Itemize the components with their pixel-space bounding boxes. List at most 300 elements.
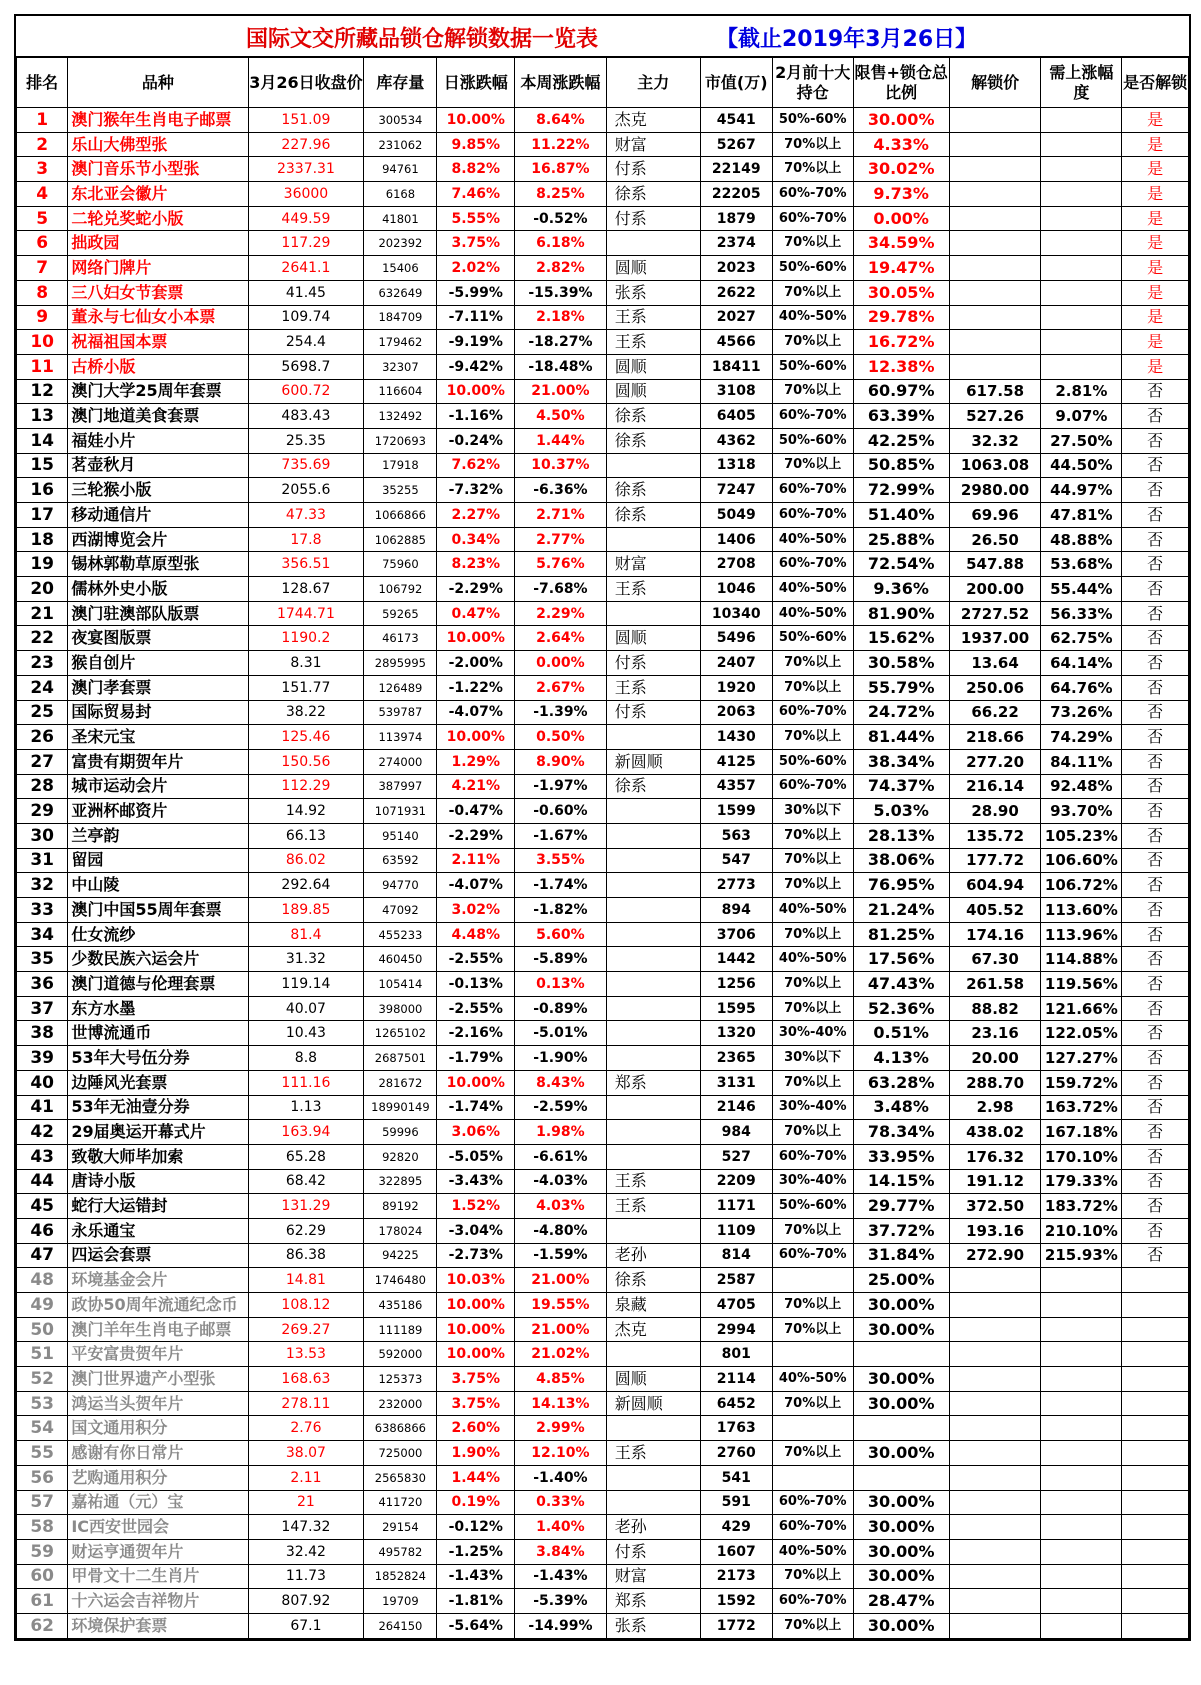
cell-top10-holding: 40%-50% bbox=[772, 305, 853, 330]
cell-needed-rise bbox=[1041, 354, 1122, 379]
cell-top10-holding: 40%-50% bbox=[772, 577, 853, 602]
cell-stock: 495782 bbox=[364, 1539, 437, 1564]
cell-market-value: 4566 bbox=[700, 330, 772, 355]
cell-unlocked: 是 bbox=[1122, 280, 1189, 305]
cell-week-change: -2.59% bbox=[515, 1095, 607, 1120]
cell-variety: 政协50周年流通纪念币 bbox=[68, 1293, 248, 1318]
cell-week-change: -1.43% bbox=[515, 1564, 607, 1589]
cell-unlock-price bbox=[949, 354, 1041, 379]
cell-needed-rise bbox=[1041, 108, 1122, 133]
cell-day-change: -0.47% bbox=[437, 799, 515, 824]
cell-lock-ratio: 47.43% bbox=[853, 972, 949, 997]
cell-major: 王系 bbox=[606, 1194, 700, 1219]
cell-market-value: 541 bbox=[700, 1465, 772, 1490]
cell-stock: 113974 bbox=[364, 725, 437, 750]
cell-needed-rise: 122.05% bbox=[1041, 1021, 1122, 1046]
cell-needed-rise bbox=[1041, 1293, 1122, 1318]
cell-unlock-price: 66.22 bbox=[949, 700, 1041, 725]
cell-week-change: -4.03% bbox=[515, 1169, 607, 1194]
cell-needed-rise: 119.56% bbox=[1041, 972, 1122, 997]
cell-top10-holding: 70%以上 bbox=[772, 972, 853, 997]
table-row bbox=[17, 1342, 1189, 1367]
cell-needed-rise bbox=[1041, 1465, 1122, 1490]
cell-top10-holding: 50%-60% bbox=[772, 354, 853, 379]
cell-close-price: 8.8 bbox=[248, 1046, 364, 1071]
cell-day-change: 1.90% bbox=[437, 1441, 515, 1466]
cell-top10-holding: 40%-50% bbox=[772, 898, 853, 923]
cell-week-change: 2.67% bbox=[515, 675, 607, 700]
cell-stock: 398000 bbox=[364, 996, 437, 1021]
cell-top10-holding: 70%以上 bbox=[772, 132, 853, 157]
cell-unlock-price: 2980.00 bbox=[949, 478, 1041, 503]
cell-needed-rise bbox=[1041, 1515, 1122, 1540]
cell-market-value: 563 bbox=[700, 823, 772, 848]
table-row bbox=[17, 1441, 1189, 1466]
cell-week-change: -7.68% bbox=[515, 577, 607, 602]
cell-unlock-price bbox=[949, 1564, 1041, 1589]
cell-market-value: 1599 bbox=[700, 799, 772, 824]
table-row bbox=[17, 577, 1189, 602]
cell-major bbox=[606, 725, 700, 750]
cell-rank: 35 bbox=[17, 947, 68, 972]
cell-lock-ratio: 30.00% bbox=[853, 1515, 949, 1540]
cell-unlocked: 否 bbox=[1122, 626, 1189, 651]
cell-lock-ratio: 38.34% bbox=[853, 749, 949, 774]
cell-top10-holding: 40%-50% bbox=[772, 601, 853, 626]
cell-rank: 59 bbox=[17, 1539, 68, 1564]
table-row bbox=[17, 972, 1189, 997]
cell-close-price: 2055.6 bbox=[248, 478, 364, 503]
cell-variety: 移动通信片 bbox=[68, 503, 248, 528]
cell-variety: 财运亨通贺年片 bbox=[68, 1539, 248, 1564]
table-body bbox=[17, 108, 1189, 1639]
cell-variety: 亚洲杯邮资片 bbox=[68, 799, 248, 824]
cell-top10-holding: 50%-60% bbox=[772, 749, 853, 774]
cell-unlock-price: 277.20 bbox=[949, 749, 1041, 774]
cell-day-change: -4.07% bbox=[437, 700, 515, 725]
cell-stock: 178024 bbox=[364, 1218, 437, 1243]
cell-needed-rise bbox=[1041, 280, 1122, 305]
cell-unlocked: 否 bbox=[1122, 404, 1189, 429]
header-day-change: 日涨跌幅 bbox=[437, 58, 515, 108]
cell-needed-rise bbox=[1041, 256, 1122, 281]
cell-needed-rise bbox=[1041, 1391, 1122, 1416]
cell-close-price: 81.4 bbox=[248, 922, 364, 947]
cell-week-change: -14.99% bbox=[515, 1613, 607, 1638]
cell-major: 王系 bbox=[606, 675, 700, 700]
cell-stock: 2565830 bbox=[364, 1465, 437, 1490]
cell-unlock-price: 547.88 bbox=[949, 552, 1041, 577]
cell-unlocked: 否 bbox=[1122, 527, 1189, 552]
cell-market-value: 1109 bbox=[700, 1218, 772, 1243]
cell-day-change: 4.21% bbox=[437, 774, 515, 799]
cell-market-value: 2063 bbox=[700, 700, 772, 725]
cell-stock: 264150 bbox=[364, 1613, 437, 1638]
cell-lock-ratio: 29.77% bbox=[853, 1194, 949, 1219]
cell-rank: 23 bbox=[17, 651, 68, 676]
cell-close-price: 151.77 bbox=[248, 675, 364, 700]
cell-lock-ratio: 5.03% bbox=[853, 799, 949, 824]
cell-needed-rise: 93.70% bbox=[1041, 799, 1122, 824]
cell-top10-holding bbox=[772, 1342, 853, 1367]
cell-close-price: 21 bbox=[248, 1490, 364, 1515]
cell-lock-ratio: 30.05% bbox=[853, 280, 949, 305]
cell-stock: 132492 bbox=[364, 404, 437, 429]
cell-unlocked bbox=[1122, 1391, 1189, 1416]
cell-unlock-price: 193.16 bbox=[949, 1218, 1041, 1243]
cell-unlock-price: 200.00 bbox=[949, 577, 1041, 602]
cell-top10-holding: 50%-60% bbox=[772, 108, 853, 133]
cell-unlock-price: 218.66 bbox=[949, 725, 1041, 750]
cell-unlock-price: 67.30 bbox=[949, 947, 1041, 972]
cell-close-price: 111.16 bbox=[248, 1070, 364, 1095]
cell-major: 泉藏 bbox=[606, 1293, 700, 1318]
cell-day-change: 3.75% bbox=[437, 1391, 515, 1416]
cell-market-value: 2587 bbox=[700, 1268, 772, 1293]
cell-week-change: 8.43% bbox=[515, 1070, 607, 1095]
cell-day-change: 10.00% bbox=[437, 1317, 515, 1342]
cell-unlocked: 否 bbox=[1122, 478, 1189, 503]
cell-rank: 10 bbox=[17, 330, 68, 355]
cell-variety: 边陲风光套票 bbox=[68, 1070, 248, 1095]
cell-stock: 29154 bbox=[364, 1515, 437, 1540]
cell-top10-holding bbox=[772, 1416, 853, 1441]
cell-market-value: 5267 bbox=[700, 132, 772, 157]
cell-close-price: 1744.71 bbox=[248, 601, 364, 626]
cell-needed-rise bbox=[1041, 206, 1122, 231]
cell-day-change: -1.79% bbox=[437, 1046, 515, 1071]
cell-unlocked: 否 bbox=[1122, 774, 1189, 799]
cell-day-change: -9.19% bbox=[437, 330, 515, 355]
cell-variety: 澳门大学25周年套票 bbox=[68, 379, 248, 404]
cell-unlocked: 否 bbox=[1122, 552, 1189, 577]
cell-top10-holding: 30%-40% bbox=[772, 1095, 853, 1120]
cell-close-price: 25.35 bbox=[248, 428, 364, 453]
cell-unlocked: 否 bbox=[1122, 379, 1189, 404]
cell-top10-holding: 70%以上 bbox=[772, 725, 853, 750]
cell-stock: 15406 bbox=[364, 256, 437, 281]
cell-day-change: -2.55% bbox=[437, 996, 515, 1021]
cell-rank: 25 bbox=[17, 700, 68, 725]
cell-major: 徐系 bbox=[606, 774, 700, 799]
cell-lock-ratio: 17.56% bbox=[853, 947, 949, 972]
cell-major: 圆顺 bbox=[606, 379, 700, 404]
cell-lock-ratio: 9.73% bbox=[853, 182, 949, 207]
cell-market-value: 2209 bbox=[700, 1169, 772, 1194]
cell-lock-ratio: 78.34% bbox=[853, 1120, 949, 1145]
cell-stock: 94761 bbox=[364, 157, 437, 182]
cell-major: 圆顺 bbox=[606, 626, 700, 651]
cell-close-price: 66.13 bbox=[248, 823, 364, 848]
cell-rank: 6 bbox=[17, 231, 68, 256]
cell-unlock-price: 176.32 bbox=[949, 1144, 1041, 1169]
cell-unlocked bbox=[1122, 1589, 1189, 1614]
cell-needed-rise: 92.48% bbox=[1041, 774, 1122, 799]
cell-unlocked: 否 bbox=[1122, 1021, 1189, 1046]
cell-variety: 53年大号伍分券 bbox=[68, 1046, 248, 1071]
cell-major: 徐系 bbox=[606, 503, 700, 528]
cell-needed-rise bbox=[1041, 1367, 1122, 1392]
cell-day-change: -2.73% bbox=[437, 1243, 515, 1268]
cell-market-value: 1256 bbox=[700, 972, 772, 997]
cell-top10-holding: 70%以上 bbox=[772, 1070, 853, 1095]
cell-major bbox=[606, 1416, 700, 1441]
cell-variety: 澳门道德与伦理套票 bbox=[68, 972, 248, 997]
cell-week-change: 21.02% bbox=[515, 1342, 607, 1367]
cell-market-value: 1442 bbox=[700, 947, 772, 972]
cell-unlock-price: 1937.00 bbox=[949, 626, 1041, 651]
cell-unlock-price: 527.26 bbox=[949, 404, 1041, 429]
cell-unlock-price: 617.58 bbox=[949, 379, 1041, 404]
cell-top10-holding: 70%以上 bbox=[772, 453, 853, 478]
cell-unlock-price: 32.32 bbox=[949, 428, 1041, 453]
cell-rank: 53 bbox=[17, 1391, 68, 1416]
cell-unlocked: 否 bbox=[1122, 972, 1189, 997]
header-lock-ratio: 限售+锁仓总比例 bbox=[853, 58, 949, 108]
table-row bbox=[17, 873, 1189, 898]
cell-rank: 19 bbox=[17, 552, 68, 577]
cell-day-change: -3.04% bbox=[437, 1218, 515, 1243]
cell-variety: 留园 bbox=[68, 848, 248, 873]
cell-lock-ratio: 42.25% bbox=[853, 428, 949, 453]
header-week-change: 本周涨跌幅 bbox=[515, 58, 607, 108]
cell-unlocked bbox=[1122, 1367, 1189, 1392]
cell-unlock-price bbox=[949, 1589, 1041, 1614]
cell-close-price: 131.29 bbox=[248, 1194, 364, 1219]
cell-top10-holding: 70%以上 bbox=[772, 675, 853, 700]
cell-close-price: 67.1 bbox=[248, 1613, 364, 1638]
cell-lock-ratio: 34.59% bbox=[853, 231, 949, 256]
cell-unlock-price bbox=[949, 1367, 1041, 1392]
table-row bbox=[17, 823, 1189, 848]
cell-rank: 27 bbox=[17, 749, 68, 774]
cell-lock-ratio: 0.00% bbox=[853, 206, 949, 231]
cell-unlocked: 否 bbox=[1122, 848, 1189, 873]
cell-lock-ratio: 30.00% bbox=[853, 1391, 949, 1416]
table-row bbox=[17, 1120, 1189, 1145]
cell-top10-holding: 30%以下 bbox=[772, 1046, 853, 1071]
cell-unlocked: 否 bbox=[1122, 947, 1189, 972]
cell-day-change: 8.82% bbox=[437, 157, 515, 182]
cell-rank: 61 bbox=[17, 1589, 68, 1614]
cell-week-change: 19.55% bbox=[515, 1293, 607, 1318]
cell-lock-ratio: 81.44% bbox=[853, 725, 949, 750]
cell-unlock-price bbox=[949, 305, 1041, 330]
cell-week-change: 12.10% bbox=[515, 1441, 607, 1466]
cell-day-change: 10.00% bbox=[437, 725, 515, 750]
cell-week-change: -5.01% bbox=[515, 1021, 607, 1046]
cell-rank: 14 bbox=[17, 428, 68, 453]
cell-stock: 41801 bbox=[364, 206, 437, 231]
cell-rank: 4 bbox=[17, 182, 68, 207]
table-row bbox=[17, 280, 1189, 305]
cell-major bbox=[606, 231, 700, 256]
cell-rank: 52 bbox=[17, 1367, 68, 1392]
cell-needed-rise: 215.93% bbox=[1041, 1243, 1122, 1268]
cell-day-change: 2.11% bbox=[437, 848, 515, 873]
table-row bbox=[17, 947, 1189, 972]
cell-market-value: 3706 bbox=[700, 922, 772, 947]
cell-unlock-price bbox=[949, 157, 1041, 182]
cell-day-change: 10.00% bbox=[437, 379, 515, 404]
cell-market-value: 547 bbox=[700, 848, 772, 873]
cell-unlock-price bbox=[949, 1268, 1041, 1293]
cell-unlocked: 是 bbox=[1122, 157, 1189, 182]
cell-day-change: 5.55% bbox=[437, 206, 515, 231]
cell-rank: 37 bbox=[17, 996, 68, 1021]
cell-day-change: 9.85% bbox=[437, 132, 515, 157]
cell-lock-ratio: 9.36% bbox=[853, 577, 949, 602]
cell-major: 付系 bbox=[606, 651, 700, 676]
cell-unlock-price: 372.50 bbox=[949, 1194, 1041, 1219]
table-row bbox=[17, 206, 1189, 231]
cell-top10-holding: 70%以上 bbox=[772, 922, 853, 947]
cell-stock: 179462 bbox=[364, 330, 437, 355]
cell-major bbox=[606, 453, 700, 478]
cell-needed-rise: 44.97% bbox=[1041, 478, 1122, 503]
cell-market-value: 1595 bbox=[700, 996, 772, 1021]
cell-close-price: 292.64 bbox=[248, 873, 364, 898]
table-row bbox=[17, 1391, 1189, 1416]
cell-lock-ratio: 30.00% bbox=[853, 1293, 949, 1318]
cell-needed-rise: 159.72% bbox=[1041, 1070, 1122, 1095]
cell-close-price: 65.28 bbox=[248, 1144, 364, 1169]
cell-day-change: -2.00% bbox=[437, 651, 515, 676]
page-title: 国际文交所藏品锁仓解锁数据一览表 bbox=[246, 27, 599, 52]
cell-unlocked bbox=[1122, 1317, 1189, 1342]
cell-top10-holding: 40%-50% bbox=[772, 1539, 853, 1564]
cell-week-change: 2.29% bbox=[515, 601, 607, 626]
cell-needed-rise: 113.60% bbox=[1041, 898, 1122, 923]
cell-stock: 1066866 bbox=[364, 503, 437, 528]
cell-lock-ratio: 60.97% bbox=[853, 379, 949, 404]
cell-unlock-price: 272.90 bbox=[949, 1243, 1041, 1268]
cell-day-change: -5.99% bbox=[437, 280, 515, 305]
cell-needed-rise bbox=[1041, 231, 1122, 256]
cell-needed-rise bbox=[1041, 1589, 1122, 1614]
cell-market-value: 2760 bbox=[700, 1441, 772, 1466]
cell-top10-holding: 40%-50% bbox=[772, 1367, 853, 1392]
cell-rank: 24 bbox=[17, 675, 68, 700]
cell-major: 王系 bbox=[606, 1441, 700, 1466]
cell-variety: 福娃小片 bbox=[68, 428, 248, 453]
cell-market-value: 1763 bbox=[700, 1416, 772, 1441]
cell-market-value: 22205 bbox=[700, 182, 772, 207]
table-row bbox=[17, 1465, 1189, 1490]
cell-unlocked: 否 bbox=[1122, 1194, 1189, 1219]
cell-market-value: 2994 bbox=[700, 1317, 772, 1342]
cell-unlocked: 否 bbox=[1122, 823, 1189, 848]
cell-top10-holding: 50%-60% bbox=[772, 626, 853, 651]
cell-unlock-price: 405.52 bbox=[949, 898, 1041, 923]
cell-stock: 300534 bbox=[364, 108, 437, 133]
cell-unlocked: 否 bbox=[1122, 675, 1189, 700]
table-row bbox=[17, 478, 1189, 503]
cell-week-change: 14.13% bbox=[515, 1391, 607, 1416]
cell-stock: 411720 bbox=[364, 1490, 437, 1515]
cell-top10-holding: 70%以上 bbox=[772, 1120, 853, 1145]
cell-stock: 460450 bbox=[364, 947, 437, 972]
cell-day-change: 10.00% bbox=[437, 1342, 515, 1367]
cell-week-change: 6.18% bbox=[515, 231, 607, 256]
cell-major bbox=[606, 996, 700, 1021]
cell-market-value: 10340 bbox=[700, 601, 772, 626]
header-unlock-price: 解锁价 bbox=[949, 58, 1041, 108]
cell-top10-holding: 60%-70% bbox=[772, 404, 853, 429]
cell-lock-ratio: 4.13% bbox=[853, 1046, 949, 1071]
table-row bbox=[17, 108, 1189, 133]
cell-week-change: 0.13% bbox=[515, 972, 607, 997]
cell-week-change: -1.82% bbox=[515, 898, 607, 923]
cell-lock-ratio: 24.72% bbox=[853, 700, 949, 725]
cell-close-price: 14.81 bbox=[248, 1268, 364, 1293]
cell-stock: 1071931 bbox=[364, 799, 437, 824]
table-row bbox=[17, 1490, 1189, 1515]
cell-day-change: -1.74% bbox=[437, 1095, 515, 1120]
cell-variety: 茗壶秋月 bbox=[68, 453, 248, 478]
cell-variety: 网络门牌片 bbox=[68, 256, 248, 281]
cell-close-price: 112.29 bbox=[248, 774, 364, 799]
cell-variety: 澳门孝套票 bbox=[68, 675, 248, 700]
cell-variety: 三轮猴小版 bbox=[68, 478, 248, 503]
cell-close-price: 2.11 bbox=[248, 1465, 364, 1490]
cell-stock: 116604 bbox=[364, 379, 437, 404]
cell-top10-holding: 70%以上 bbox=[772, 651, 853, 676]
cell-stock: 106792 bbox=[364, 577, 437, 602]
cell-close-price: 13.53 bbox=[248, 1342, 364, 1367]
cell-stock: 725000 bbox=[364, 1441, 437, 1466]
cell-rank: 40 bbox=[17, 1070, 68, 1095]
cell-variety: 澳门驻澳部队版票 bbox=[68, 601, 248, 626]
cell-week-change: -1.67% bbox=[515, 823, 607, 848]
table-row bbox=[17, 354, 1189, 379]
cell-day-change: -0.13% bbox=[437, 972, 515, 997]
cell-major: 老孙 bbox=[606, 1515, 700, 1540]
cell-week-change: 21.00% bbox=[515, 1268, 607, 1293]
cell-market-value: 6452 bbox=[700, 1391, 772, 1416]
cell-top10-holding bbox=[772, 1465, 853, 1490]
cell-unlock-price: 2.98 bbox=[949, 1095, 1041, 1120]
cell-market-value: 894 bbox=[700, 898, 772, 923]
table-row bbox=[17, 1194, 1189, 1219]
cell-variety: 环境保护套票 bbox=[68, 1613, 248, 1638]
cell-rank: 15 bbox=[17, 453, 68, 478]
cell-stock: 126489 bbox=[364, 675, 437, 700]
cell-unlocked: 是 bbox=[1122, 305, 1189, 330]
cell-unlocked: 是 bbox=[1122, 354, 1189, 379]
cell-lock-ratio: 0.51% bbox=[853, 1021, 949, 1046]
cell-needed-rise: 27.50% bbox=[1041, 428, 1122, 453]
cell-close-price: 735.69 bbox=[248, 453, 364, 478]
cell-top10-holding: 40%-50% bbox=[772, 527, 853, 552]
cell-stock: 89192 bbox=[364, 1194, 437, 1219]
cell-major: 杰克 bbox=[606, 108, 700, 133]
cell-day-change: 0.19% bbox=[437, 1490, 515, 1515]
table-row bbox=[17, 922, 1189, 947]
cell-week-change: -0.60% bbox=[515, 799, 607, 824]
cell-unlock-price: 604.94 bbox=[949, 873, 1041, 898]
cell-market-value: 22149 bbox=[700, 157, 772, 182]
cell-unlocked: 是 bbox=[1122, 256, 1189, 281]
cell-rank: 51 bbox=[17, 1342, 68, 1367]
cell-major: 付系 bbox=[606, 1539, 700, 1564]
cell-lock-ratio: 33.95% bbox=[853, 1144, 949, 1169]
cell-variety: 澳门世界遗产小型张 bbox=[68, 1367, 248, 1392]
cell-week-change: -5.89% bbox=[515, 947, 607, 972]
cell-week-change: -4.80% bbox=[515, 1218, 607, 1243]
cell-close-price: 41.45 bbox=[248, 280, 364, 305]
cell-needed-rise: 167.18% bbox=[1041, 1120, 1122, 1145]
